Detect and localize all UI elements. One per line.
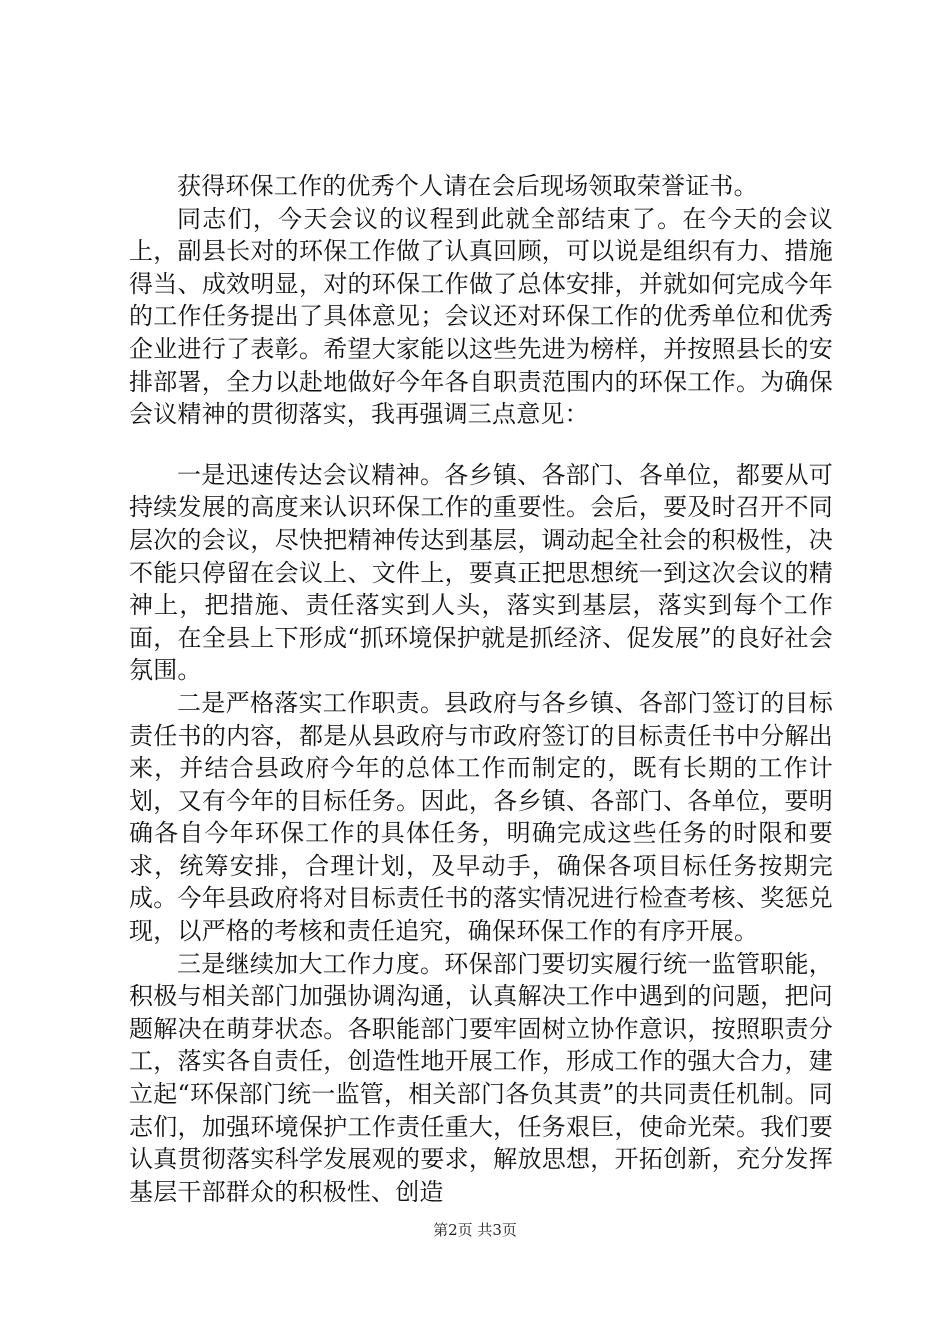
paragraph-honor-certificates: 获得环保工作的优秀个人请在会后现场领取荣誉证书。 xyxy=(177,172,758,200)
paragraph-point-three: 三是继续加大工作力度。环保部门要切实履行统一监管职能，积极与相关部门加强协调沟通，认真解决工作中遇到的问题，把问题解决在萌芽状态。各职能部门要牢固树立协作意识，按照职责分工，落实各自责任，创造性地开展工作，形成工作的强大合力，建立起“环保部门统一监管，相关部门各负其责”的共同责任机制。同志们，加强环境保护工作责任重大，任务艰巨，使命光荣。我们要认真贯彻落实科学发展观的要求，解放思想，开拓创新，充分发挥基层干部群众的积极性、创造 xyxy=(129,949,833,1206)
paragraph-meeting-summary: 同志们，今天会议的议程到此就全部结束了。在今天的会议上，副县长对的环保工作做了认真回顾，可以说是组织有力、措施得当、成效明显，对的环保工作做了总体安排，并就如何完成今年的工作任务提出了具体意见；会议还对环保工作的优秀单位和优秀企业进行了表彰。希望大家能以这些先进为榜样，并按照县长的安排部署，全力以赴地做好今年各自职责范围内的环保工作。为确保会议精神的贯彻落实，我再强调三点意见： xyxy=(129,204,833,429)
paragraph-point-two: 二是严格落实工作职责。县政府与各乡镇、各部门签订的目标责任书的内容，都是从县政府与市政府签订的目标责任书中分解出来，并结合县政府今年的总体工作而制定的，既有长期的工作计划，又有今年的目标任务。因此，各乡镇、各部门、各单位，要明确各自今年环保工作的具体任务，明确完成这些任务的时限和要求，统筹安排，合理计划，及早动手，确保各项目标任务按期完成。今年县政府将对目标责任书的落实情况进行检查考核、奖惩兑现，以严格的考核和责任追究，确保环保工作的有序开展。 xyxy=(129,688,833,946)
paragraph-gap xyxy=(129,431,833,459)
document-body xyxy=(129,170,833,1208)
page-footer: 第2页 共3页 xyxy=(433,1221,517,1239)
paragraph-point-one: 一是迅速传达会议精神。各乡镇、各部门、各单位，都要从可持续发展的高度来认识环保工作的重要性。会后，要及时召开不同层次的会议，尽快把精神传达到基层，调动起全社会的积极性，决不能只停留在会议上、文件上，要真正把思想统一到这次会议的精神上，把措施、责任落实到人头，落实到基层，落实到每个工作面，在全县上下形成“抓环境保护就是抓经济、促发展”的良好社会氛围。 xyxy=(129,460,833,685)
